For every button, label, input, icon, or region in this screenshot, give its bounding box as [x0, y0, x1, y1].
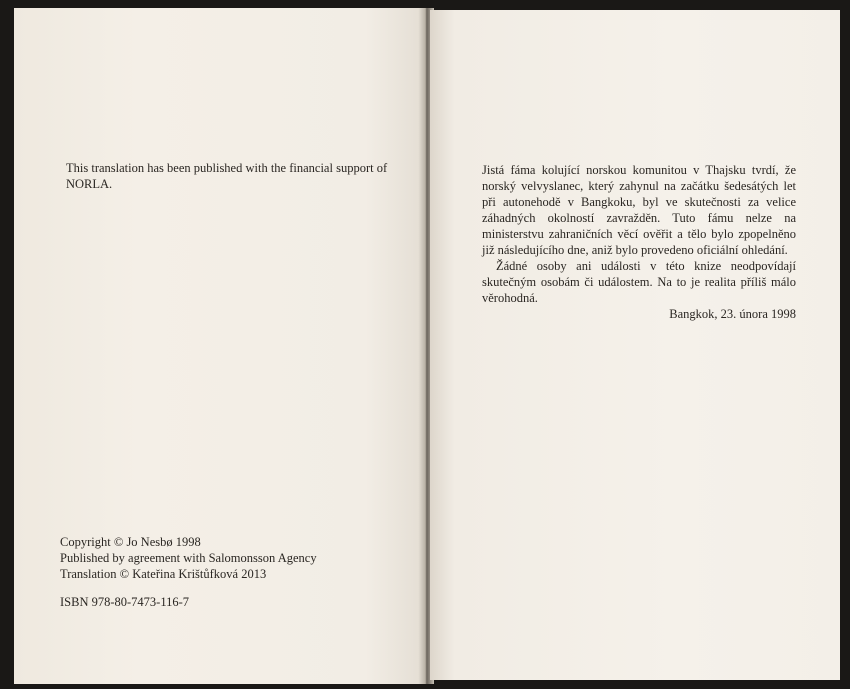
paragraph-rumor: Jistá fáma kolující norskou komunitou v Thajsku tvrdí, že norský velvyslanec, který zahynul na začátku šedesátých let při autonehodě v Bangkoku, byl ve skutečnosti za velice záhadných okolností zavražděn. Tuto fámu nelze na ministerstvu zahraničních věcí ověřit a tělo bylo zpopelněno již následujícího dne, aniž bylo provedeno oficiální ohledání. [482, 163, 796, 257]
left-page [14, 8, 428, 684]
copyright-block [60, 534, 380, 582]
right-page [430, 10, 840, 680]
isbn: ISBN 978-80-7473-116-7 [60, 595, 190, 609]
translation-note: This translation has been published with the financial support of NORLA. [66, 161, 388, 191]
place-date: Bangkok, 23. února 1998 [669, 307, 796, 321]
publisher-line: Published by agreement with Salomonsson Agency [60, 551, 317, 565]
copyright-line: Copyright © Jo Nesbø 1998 [60, 535, 201, 549]
translation-line: Translation © Kateřina Krištůfková 2013 [60, 567, 267, 581]
disclaimer-text [482, 162, 796, 322]
paragraph-fiction: Žádné osoby ani události v této knize neodpovídají skutečným osobám či událostem. Na to je realita příliš málo věrohodná. [482, 259, 796, 305]
